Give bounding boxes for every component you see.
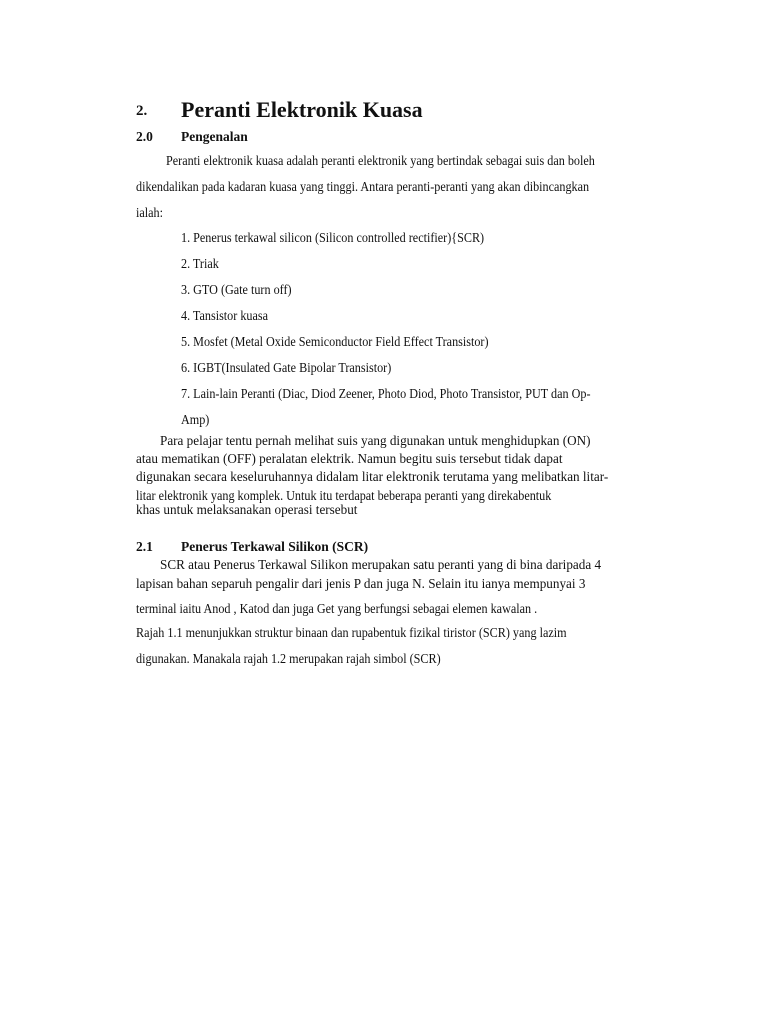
chapter-title: Peranti Elektronik Kuasa [181,97,423,122]
section-title-intro: Pengenalan [181,129,248,144]
scr-paragraph-line: Rajah 1.1 menunjukkan struktur binaan dan rupabentuk fizikal tiristor (SCR) yang lazim [136,625,567,640]
device-list-item: 4. Tansistor kuasa [181,308,269,323]
paragraph2-line: Para pelajar tentu pernah melihat suis yang digunakan untuk menghidupkan (ON) [160,434,591,449]
intro-paragraph-line: dikendalikan pada kadaran kuasa yang tinggi. Antara peranti-peranti yang akan dibincangkan [136,179,590,194]
device-list-item: 3. GTO (Gate turn off) [181,282,292,297]
intro-paragraph-line: Peranti elektronik kuasa adalah peranti elektronik yang bertindak sebagai suis dan boleh [166,153,595,168]
device-list-item: 6. IGBT(Insulated Gate Bipolar Transistor) [181,360,392,375]
paragraph2-line: atau mematikan (OFF) peralatan elektrik. Namun begitu suis tersebut tidak dapat [136,452,563,467]
scr-paragraph-line: lapisan bahan separuh pengalir dari jenis P dan juga N. Selain itu ianya mempunyai 3 [136,577,586,592]
paragraph2-line: litar elektronik yang komplek. Untuk itu terdapat beberapa peranti yang direkabentuk [136,488,552,503]
device-list-item: 1. Penerus terkawal silicon (Silicon controlled rectifier){SCR) [181,230,485,245]
intro-paragraph-line: ialah: [136,205,163,220]
paragraph2-line: digunakan secara keseluruhannya didalam litar elektronik terutama yang melibatkan litar- [136,470,609,485]
chapter-number: 2. [136,103,148,119]
scr-paragraph-line: terminal iaitu Anod , Katod dan juga Get yang berfungsi sebagai elemen kawalan . [136,601,538,616]
section-number-scr: 2.1 [136,539,153,554]
device-list-continuation: Amp) [181,412,210,427]
paragraph2-line: khas untuk melaksanakan operasi tersebut [136,503,358,518]
device-list-item: 7. Lain-lain Peranti (Diac, Diod Zeener, Photo Diod, Photo Transistor, PUT dan Op- [181,386,591,401]
section-title-scr: Penerus Terkawal Silikon (SCR) [181,539,369,554]
device-list-item: 5. Mosfet (Metal Oxide Semiconductor Field Effect Transistor) [181,334,489,349]
section-number-intro: 2.0 [136,129,153,144]
scr-paragraph-line: digunakan. Manakala rajah 1.2 merupakan rajah simbol (SCR) [136,651,441,666]
device-list-item: 2. Triak [181,256,219,271]
scr-paragraph-line: SCR atau Penerus Terkawal Silikon merupakan satu peranti yang di bina daripada 4 [160,558,602,573]
